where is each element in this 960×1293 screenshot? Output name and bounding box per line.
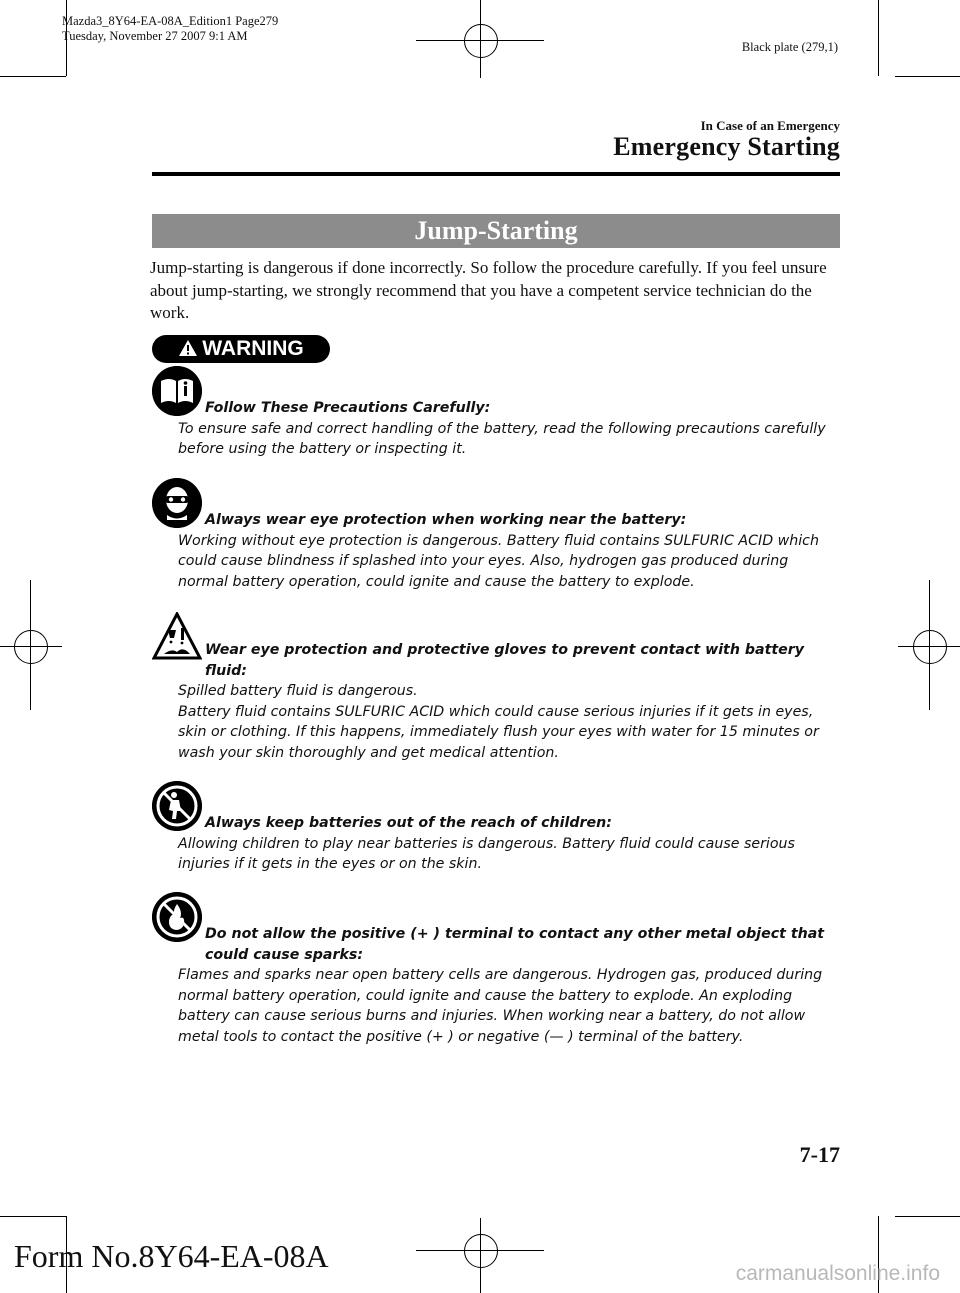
precaution-body: Allowing children to play near batteries is dangerous. Battery fluid could cause serious injuries if it gets in the eyes or on the skin.: [178, 835, 795, 872]
precaution-item: [150, 510, 840, 592]
precaution-body: Battery fluid contains SULFURIC ACID which could cause serious injuries if it gets in eyes, skin or clothing. If this happens, immediately flush your eyes with water for 15 minutes or wash your skin thoroughly and get medical attention.: [178, 703, 819, 761]
registration-circle: [913, 630, 947, 664]
crop-mark: [0, 76, 66, 77]
header-rule: [152, 172, 840, 176]
chapter-title: In Case of an Emergency: [700, 118, 840, 133]
precaution-heading: Wear eye protection and protective gloves to prevent contact with battery fluid:: [205, 642, 805, 679]
warning-triangle-icon: [178, 339, 198, 357]
precaution-heading: Follow These Precautions Carefully:: [205, 400, 491, 416]
precaution-item: [150, 813, 840, 875]
precaution-body: To ensure safe and correct handling of the battery, read the following precautions carefully before using the battery or inspecting it.: [178, 420, 826, 457]
crop-mark: [878, 0, 879, 76]
precaution-body: Working without eye protection is dangerous. Battery fluid contains SULFURIC ACID which could cause blindness if splashed into your eyes. Also, hydrogen gas produced during normal battery operation, could ignite and cause the battery to explode.: [178, 532, 819, 590]
warning-badge: [152, 335, 330, 363]
intro-paragraph: Jump-starting is dangerous if done incorrectly. So follow the procedure carefully. If you feel unsure about jump-starting, we strongly recommend that you have a competent service technician do the work.: [150, 258, 827, 322]
crop-mark: [895, 1216, 960, 1217]
precaution-heading: Always keep batteries out of the reach of children:: [205, 815, 612, 831]
precaution-body: Spilled battery fluid is dangerous.: [178, 683, 418, 699]
precaution-item: [150, 924, 840, 1047]
registration-circle: [464, 24, 498, 58]
print-meta: [62, 14, 278, 44]
form-number: Form No.8Y64-EA-08A: [14, 1238, 329, 1274]
section-title: Emergency Starting: [613, 132, 840, 161]
watermark: carmanualsonline.info: [735, 1262, 940, 1285]
precaution-heading: Do not allow the positive (+ ) terminal to contact any other metal object that could cause sparks:: [205, 926, 825, 963]
precaution-item: [150, 640, 840, 763]
print-meta-file: Mazda3_8Y64-EA-08A_Edition1 Page279: [62, 14, 279, 28]
precaution-body: Flames and sparks near open battery cells are dangerous. Hydrogen gas, produced during normal battery operation, could ignite and cause the battery to explode. An exploding battery can cause serious burns and injuries. When working near a battery, do not allow metal tools to contact the positive (+ ) or negative (— ) terminal of the battery.: [178, 967, 823, 1045]
precaution-item: [150, 398, 840, 460]
page-number: 7-17: [799, 1142, 840, 1167]
crop-mark: [895, 76, 960, 77]
page-title: Jump-Starting: [152, 214, 840, 248]
precaution-heading: Always wear eye protection when working near the battery:: [205, 512, 687, 528]
print-meta-date: Tuesday, November 27 2007 9:1 AM: [62, 29, 248, 43]
registration-circle: [464, 1234, 498, 1268]
warning-label: WARNING: [202, 337, 304, 360]
crop-mark: [0, 1216, 66, 1217]
plate-label: Black plate (279,1): [741, 40, 838, 54]
registration-circle: [14, 630, 48, 664]
